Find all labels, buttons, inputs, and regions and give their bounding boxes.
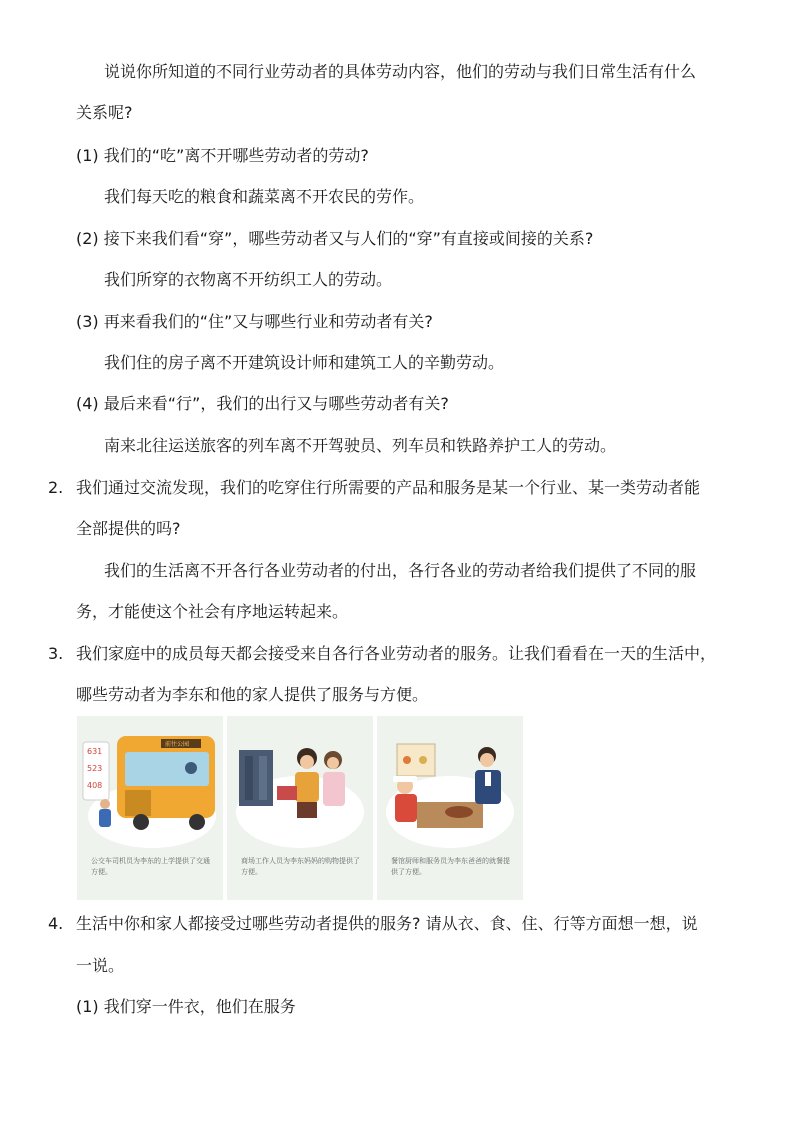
- q4-number: 4.: [48, 914, 64, 933]
- q4-sub-1: (1) 我们穿一件衣，他们在服务: [76, 997, 296, 1016]
- q2-line-1: 我们通过交流发现，我们的吃穿住行所需要的产品和服务是某一个行业、某一类劳动者能: [76, 478, 701, 497]
- bus-panel-caption: 公交车司机员为李东的上学提供了交通方便。: [91, 857, 210, 876]
- shopping-panel: [227, 716, 373, 900]
- q2-number: 2.: [48, 478, 64, 497]
- intro-line-2: 关系呢?: [76, 103, 133, 122]
- q2-answer-2: 务，才能使这个社会有序地运转起来。: [76, 602, 349, 621]
- q1-item-3-label: (3) 再来看我们的“住”又与哪些行业和劳动者有关?: [76, 312, 433, 331]
- illustration-panels: [77, 716, 523, 900]
- q3-number: 3.: [48, 644, 64, 663]
- q2-line-2: 全部提供的吗?: [76, 519, 181, 538]
- shopping-panel-caption: 商场工作人员为李东妈妈的购物提供了方便。: [241, 857, 360, 876]
- bus-destination-sign: 前往公园: [165, 741, 190, 748]
- q1-item-3-answer: 我们住的房子离不开建筑设计师和建筑工人的辛勤劳动。: [104, 353, 505, 372]
- route-number-3: 408: [87, 781, 103, 790]
- q4-line-2: 一说。: [76, 956, 125, 975]
- restaurant-panel: [377, 716, 523, 900]
- q1-item-2-label: (2) 接下来我们看“穿”，哪些劳动者又与人们的“穿”有直接或间接的关系?: [76, 229, 594, 248]
- q1-item-1-label: (1) 我们的“吃”离不开哪些劳动者的劳动?: [76, 146, 369, 165]
- route-number-1: 631: [87, 747, 103, 756]
- q1-item-1-answer: 我们每天吃的粮食和蔬菜离不开农民的劳作。: [104, 187, 425, 206]
- shopping-illustration: [227, 716, 373, 856]
- q3-line-2: 哪些劳动者为李东和他的家人提供了服务与方便。: [76, 685, 429, 704]
- restaurant-panel-caption: 餐馆厨师和服务员为李东爸爸的就餐提供了方便。: [391, 857, 510, 876]
- q1-item-4-label: (4) 最后来看“行”，我们的出行又与哪些劳动者有关?: [76, 394, 449, 413]
- intro-line-1: 说说你所知道的不同行业劳动者的具体劳动内容，他们的劳动与我们日常生活有什么: [104, 62, 697, 81]
- q1-item-4-answer: 南来北往运送旅客的列车离不开驾驶员、列车员和铁路养护工人的劳动。: [104, 436, 617, 455]
- q2-answer-1: 我们的生活离不开各行各业劳动者的付出，各行各业的劳动者给我们提供了不同的服: [104, 561, 697, 580]
- restaurant-illustration: [377, 716, 523, 856]
- bus-driver-panel: [77, 716, 223, 900]
- q3-line-1: 我们家庭中的成员每天都会接受来自各行各业劳动者的服务。让我们看看在一天的生活中，: [76, 644, 717, 663]
- bus-illustration: [77, 716, 223, 856]
- route-number-2: 523: [87, 764, 103, 773]
- q1-item-2-answer: 我们所穿的衣物离不开纺织工人的劳动。: [104, 270, 393, 289]
- q4-line-1: 生活中你和家人都接受过哪些劳动者提供的服务? 请从衣、食、住、行等方面想一想，说: [76, 914, 698, 933]
